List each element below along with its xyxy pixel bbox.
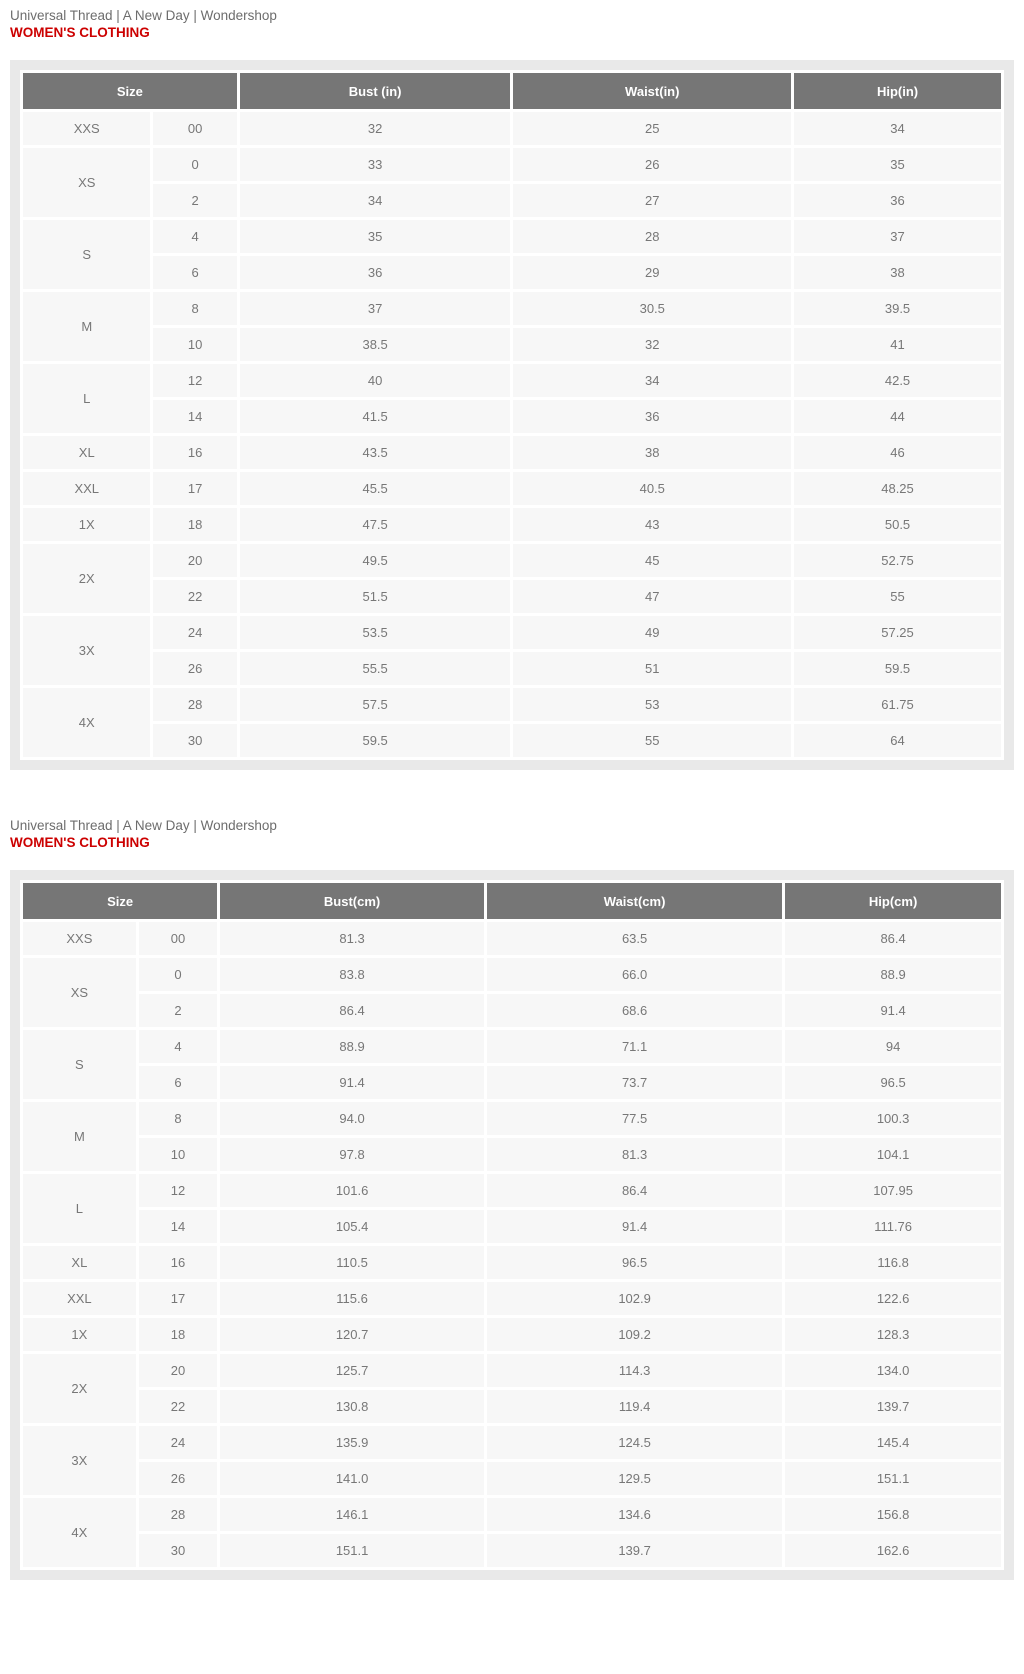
size-number-cell: 18 <box>152 507 238 543</box>
size-number-cell: 6 <box>152 255 238 291</box>
size-chart-section-inches <box>10 8 1014 770</box>
size-number-cell: 24 <box>137 1425 218 1461</box>
bust-cell: 40 <box>238 363 512 399</box>
size-number-cell: 17 <box>137 1281 218 1317</box>
size-label-cell: XXL <box>22 471 152 507</box>
size-label-cell: 3X <box>22 1425 138 1497</box>
hip-cell: 34 <box>793 111 1003 147</box>
category-title: WOMEN'S CLOTHING <box>10 834 150 850</box>
size-number-cell: 26 <box>152 651 238 687</box>
column-header: Waist(in) <box>512 72 793 111</box>
size-number-cell: 16 <box>152 435 238 471</box>
waist-cell: 40.5 <box>512 471 793 507</box>
size-number-cell: 2 <box>152 183 238 219</box>
size-number-cell: 14 <box>152 399 238 435</box>
hip-cell: 134.0 <box>784 1353 1003 1389</box>
bust-cell: 59.5 <box>238 723 512 759</box>
waist-cell: 38 <box>512 435 793 471</box>
waist-cell: 102.9 <box>486 1281 784 1317</box>
bust-cell: 57.5 <box>238 687 512 723</box>
column-header: Size <box>22 882 219 921</box>
waist-cell: 81.3 <box>486 1137 784 1173</box>
hip-cell: 59.5 <box>793 651 1003 687</box>
waist-cell: 109.2 <box>486 1317 784 1353</box>
bust-cell: 125.7 <box>219 1353 486 1389</box>
bust-cell: 34 <box>238 183 512 219</box>
bust-cell: 130.8 <box>219 1389 486 1425</box>
hip-cell: 151.1 <box>784 1461 1003 1497</box>
size-row <box>22 543 1003 579</box>
size-row <box>22 687 1003 723</box>
size-label-cell: XS <box>22 147 152 219</box>
size-number-cell: 12 <box>137 1173 218 1209</box>
size-number-cell: 22 <box>152 579 238 615</box>
hip-cell: 64 <box>793 723 1003 759</box>
size-row <box>22 1101 1003 1137</box>
size-row <box>22 1425 1003 1461</box>
hip-cell: 116.8 <box>784 1245 1003 1281</box>
size-label-cell: 3X <box>22 615 152 687</box>
waist-cell: 53 <box>512 687 793 723</box>
size-row <box>22 471 1003 507</box>
waist-cell: 49 <box>512 615 793 651</box>
size-row <box>22 291 1003 327</box>
size-number-cell: 18 <box>137 1317 218 1353</box>
bust-cell: 41.5 <box>238 399 512 435</box>
size-number-cell: 0 <box>152 147 238 183</box>
hip-cell: 100.3 <box>784 1101 1003 1137</box>
hip-cell: 48.25 <box>793 471 1003 507</box>
hip-cell: 128.3 <box>784 1317 1003 1353</box>
size-row <box>22 1281 1003 1317</box>
hip-cell: 38 <box>793 255 1003 291</box>
size-row <box>22 255 1003 291</box>
bust-cell: 38.5 <box>238 327 512 363</box>
waist-cell: 32 <box>512 327 793 363</box>
size-label-cell: XL <box>22 1245 138 1281</box>
hip-cell: 55 <box>793 579 1003 615</box>
size-number-cell: 6 <box>137 1065 218 1101</box>
waist-cell: 73.7 <box>486 1065 784 1101</box>
size-number-cell: 30 <box>152 723 238 759</box>
hip-cell: 44 <box>793 399 1003 435</box>
waist-cell: 55 <box>512 723 793 759</box>
size-row <box>22 1317 1003 1353</box>
hip-cell: 96.5 <box>784 1065 1003 1101</box>
size-number-cell: 4 <box>137 1029 218 1065</box>
size-row <box>22 1065 1003 1101</box>
size-number-cell: 00 <box>152 111 238 147</box>
size-label-cell: L <box>22 1173 138 1245</box>
waist-cell: 134.6 <box>486 1497 784 1533</box>
size-number-cell: 14 <box>137 1209 218 1245</box>
bust-cell: 55.5 <box>238 651 512 687</box>
hip-cell: 104.1 <box>784 1137 1003 1173</box>
column-header: Size <box>22 72 239 111</box>
size-row <box>22 1209 1003 1245</box>
column-header: Waist(cm) <box>486 882 784 921</box>
size-chart-section-cm <box>10 818 1014 1580</box>
header-row <box>22 72 1003 111</box>
size-row <box>22 957 1003 993</box>
hip-cell: 122.6 <box>784 1281 1003 1317</box>
hip-cell: 35 <box>793 147 1003 183</box>
size-row <box>22 1173 1003 1209</box>
waist-cell: 71.1 <box>486 1029 784 1065</box>
column-header: Bust(cm) <box>219 882 486 921</box>
hip-cell: 86.4 <box>784 921 1003 957</box>
size-chart-table-inches <box>20 70 1004 760</box>
size-number-cell: 0 <box>137 957 218 993</box>
size-row <box>22 399 1003 435</box>
size-label-cell: 2X <box>22 1353 138 1425</box>
size-label-cell: 4X <box>22 687 152 759</box>
waist-cell: 45 <box>512 543 793 579</box>
size-row <box>22 1461 1003 1497</box>
size-number-cell: 10 <box>152 327 238 363</box>
size-label-cell: XXS <box>22 921 138 957</box>
hip-cell: 94 <box>784 1029 1003 1065</box>
size-chart-wrapper-inches <box>10 60 1014 770</box>
size-row <box>22 1353 1003 1389</box>
hip-cell: 52.75 <box>793 543 1003 579</box>
size-row <box>22 327 1003 363</box>
bust-cell: 37 <box>238 291 512 327</box>
brand-breadcrumb: Universal Thread | A New Day | Wondershop <box>10 8 277 23</box>
size-label-cell: M <box>22 1101 138 1173</box>
bust-cell: 35 <box>238 219 512 255</box>
waist-cell: 86.4 <box>486 1173 784 1209</box>
hip-cell: 42.5 <box>793 363 1003 399</box>
size-row <box>22 435 1003 471</box>
size-row <box>22 219 1003 255</box>
size-label-cell: 2X <box>22 543 152 615</box>
hip-cell: 61.75 <box>793 687 1003 723</box>
bust-cell: 51.5 <box>238 579 512 615</box>
size-row <box>22 1533 1003 1569</box>
size-row <box>22 921 1003 957</box>
size-number-cell: 12 <box>152 363 238 399</box>
bust-cell: 120.7 <box>219 1317 486 1353</box>
bust-cell: 43.5 <box>238 435 512 471</box>
waist-cell: 114.3 <box>486 1353 784 1389</box>
size-number-cell: 24 <box>152 615 238 651</box>
hip-cell: 88.9 <box>784 957 1003 993</box>
bust-cell: 45.5 <box>238 471 512 507</box>
hip-cell: 145.4 <box>784 1425 1003 1461</box>
size-number-cell: 8 <box>137 1101 218 1137</box>
bust-cell: 151.1 <box>219 1533 486 1569</box>
bust-cell: 135.9 <box>219 1425 486 1461</box>
bust-cell: 49.5 <box>238 543 512 579</box>
waist-cell: 30.5 <box>512 291 793 327</box>
size-row <box>22 111 1003 147</box>
waist-cell: 124.5 <box>486 1425 784 1461</box>
waist-cell: 27 <box>512 183 793 219</box>
bust-cell: 141.0 <box>219 1461 486 1497</box>
waist-cell: 26 <box>512 147 793 183</box>
header-row <box>22 882 1003 921</box>
size-chart-wrapper-cm <box>10 870 1014 1580</box>
size-chart-table-cm <box>20 880 1004 1570</box>
bust-cell: 91.4 <box>219 1065 486 1101</box>
size-row <box>22 993 1003 1029</box>
waist-cell: 63.5 <box>486 921 784 957</box>
size-number-cell: 2 <box>137 993 218 1029</box>
size-number-cell: 20 <box>152 543 238 579</box>
bust-cell: 110.5 <box>219 1245 486 1281</box>
size-label-cell: L <box>22 363 152 435</box>
size-number-cell: 10 <box>137 1137 218 1173</box>
size-row <box>22 1137 1003 1173</box>
size-number-cell: 4 <box>152 219 238 255</box>
waist-cell: 77.5 <box>486 1101 784 1137</box>
size-number-cell: 17 <box>152 471 238 507</box>
hip-cell: 36 <box>793 183 1003 219</box>
size-row <box>22 615 1003 651</box>
waist-cell: 119.4 <box>486 1389 784 1425</box>
bust-cell: 32 <box>238 111 512 147</box>
size-label-cell: 4X <box>22 1497 138 1569</box>
bust-cell: 36 <box>238 255 512 291</box>
size-number-cell: 28 <box>152 687 238 723</box>
waist-cell: 36 <box>512 399 793 435</box>
bust-cell: 97.8 <box>219 1137 486 1173</box>
waist-cell: 129.5 <box>486 1461 784 1497</box>
size-label-cell: XXS <box>22 111 152 147</box>
size-row <box>22 579 1003 615</box>
hip-cell: 107.95 <box>784 1173 1003 1209</box>
column-header: Hip(in) <box>793 72 1003 111</box>
size-row <box>22 1245 1003 1281</box>
hip-cell: 111.76 <box>784 1209 1003 1245</box>
bust-cell: 53.5 <box>238 615 512 651</box>
bust-cell: 101.6 <box>219 1173 486 1209</box>
hip-cell: 41 <box>793 327 1003 363</box>
size-row <box>22 1389 1003 1425</box>
size-label-cell: XL <box>22 435 152 471</box>
hip-cell: 37 <box>793 219 1003 255</box>
size-label-cell: S <box>22 1029 138 1101</box>
hip-cell: 162.6 <box>784 1533 1003 1569</box>
hip-cell: 156.8 <box>784 1497 1003 1533</box>
bust-cell: 47.5 <box>238 507 512 543</box>
size-row <box>22 723 1003 759</box>
hip-cell: 139.7 <box>784 1389 1003 1425</box>
waist-cell: 43 <box>512 507 793 543</box>
bust-cell: 94.0 <box>219 1101 486 1137</box>
hip-cell: 50.5 <box>793 507 1003 543</box>
hip-cell: 91.4 <box>784 993 1003 1029</box>
brand-breadcrumb: Universal Thread | A New Day | Wondershop <box>10 818 277 834</box>
size-label-cell: S <box>22 219 152 291</box>
column-header: Hip(cm) <box>784 882 1003 921</box>
size-number-cell: 28 <box>137 1497 218 1533</box>
category-title: WOMEN'S CLOTHING <box>10 24 150 40</box>
bust-cell: 33 <box>238 147 512 183</box>
size-label-cell: 1X <box>22 1317 138 1353</box>
bust-cell: 81.3 <box>219 921 486 957</box>
size-row <box>22 1029 1003 1065</box>
size-row <box>22 1497 1003 1533</box>
size-row <box>22 147 1003 183</box>
waist-cell: 29 <box>512 255 793 291</box>
size-row <box>22 363 1003 399</box>
waist-cell: 91.4 <box>486 1209 784 1245</box>
size-label-cell: M <box>22 291 152 363</box>
size-label-cell: 1X <box>22 507 152 543</box>
bust-cell: 83.8 <box>219 957 486 993</box>
size-number-cell: 16 <box>137 1245 218 1281</box>
bust-cell: 105.4 <box>219 1209 486 1245</box>
hip-cell: 39.5 <box>793 291 1003 327</box>
hip-cell: 57.25 <box>793 615 1003 651</box>
size-label-cell: XXL <box>22 1281 138 1317</box>
bust-cell: 146.1 <box>219 1497 486 1533</box>
hip-cell: 46 <box>793 435 1003 471</box>
waist-cell: 139.7 <box>486 1533 784 1569</box>
waist-cell: 28 <box>512 219 793 255</box>
bust-cell: 88.9 <box>219 1029 486 1065</box>
waist-cell: 47 <box>512 579 793 615</box>
size-number-cell: 26 <box>137 1461 218 1497</box>
waist-cell: 25 <box>512 111 793 147</box>
size-number-cell: 30 <box>137 1533 218 1569</box>
waist-cell: 68.6 <box>486 993 784 1029</box>
size-number-cell: 22 <box>137 1389 218 1425</box>
waist-cell: 51 <box>512 651 793 687</box>
bust-cell: 115.6 <box>219 1281 486 1317</box>
size-row <box>22 651 1003 687</box>
waist-cell: 96.5 <box>486 1245 784 1281</box>
size-number-cell: 20 <box>137 1353 218 1389</box>
size-row <box>22 183 1003 219</box>
size-number-cell: 8 <box>152 291 238 327</box>
waist-cell: 34 <box>512 363 793 399</box>
waist-cell: 66.0 <box>486 957 784 993</box>
column-header: Bust (in) <box>238 72 512 111</box>
bust-cell: 86.4 <box>219 993 486 1029</box>
size-row <box>22 507 1003 543</box>
size-number-cell: 00 <box>137 921 218 957</box>
size-label-cell: XS <box>22 957 138 1029</box>
